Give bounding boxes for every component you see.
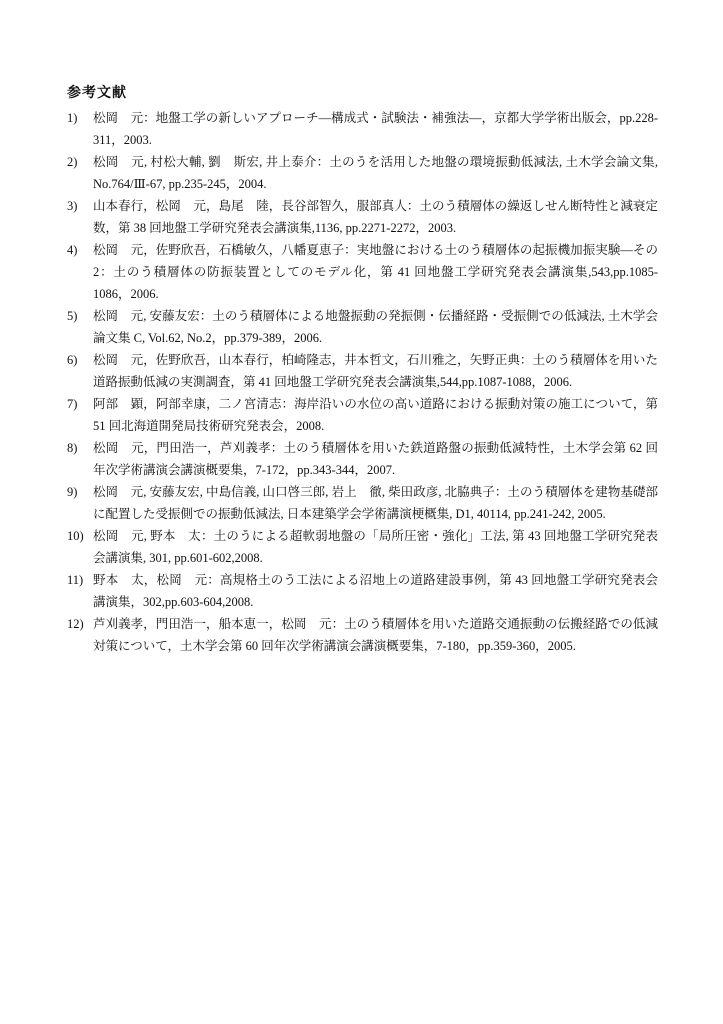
reference-number: 1): [67, 111, 78, 125]
reference-text: 野本 太，松岡 元：高規格土のう工法による沼地上の道路建設事例，第 43 回地盤工学研究発表会講演集，302,pp.603-604,2008.: [93, 573, 658, 609]
reference-item: [67, 239, 658, 305]
reference-item: [67, 437, 658, 481]
reference-item: [67, 151, 658, 195]
reference-item: [67, 569, 658, 613]
reference-number: 2): [67, 155, 78, 169]
reference-number: 9): [67, 485, 78, 499]
reference-number: 10): [67, 529, 84, 543]
reference-number: 5): [67, 309, 78, 323]
references-heading: 参考文献: [67, 84, 127, 100]
reference-text: 松岡 元，門田浩一，芦刈義孝：土のう積層体を用いた鉄道路盤の振動低減特性，土木学会第 62 回年次学術講演会講演概要集，7-172，pp.343-344，2007.: [93, 441, 658, 477]
reference-item: [67, 195, 658, 239]
reference-number: 12): [67, 617, 84, 631]
reference-number: 6): [67, 353, 78, 367]
reference-text: 阿部 顕，阿部幸康，二ノ宮清志：海岸沿いの水位の高い道路における振動対策の施工について，第 51 回北海道開発局技術研究発表会，2008.: [93, 397, 658, 433]
reference-text: 松岡 元, 野本 太：土のうによる超軟弱地盤の「局所圧密・強化」工法, 第 43 回地盤工学研究発表会講演集, 301, pp.601-602,2008.: [93, 529, 658, 565]
reference-text: 松岡 元, 村松大輔, 劉 斯宏, 井上泰介：土のうを活用した地盤の環境振動低減法, 土木学会論文集, No.764/Ⅲ-67, pp.235-245，2004.: [93, 155, 658, 191]
reference-item: [67, 349, 658, 393]
reference-number: 8): [67, 441, 78, 455]
reference-item: [67, 525, 658, 569]
reference-item: [67, 107, 658, 151]
reference-item: [67, 393, 658, 437]
reference-number: 11): [67, 573, 84, 587]
reference-number: 7): [67, 397, 78, 411]
reference-number: 4): [67, 243, 78, 257]
reference-item: [67, 613, 658, 657]
reference-text: 芦刈義孝，門田浩一，船本恵一，松岡 元：土のう積層体を用いた道路交通振動の伝搬経路での低減対策について，土木学会第 60 回年次学術講演会講演概要集，7-180，pp.359-360，2005.: [93, 617, 658, 653]
reference-text: 松岡 元：地盤工学の新しいアプローチ—構成式・試験法・補強法—，京都大学学術出版会，pp.228-311，2003.: [93, 111, 658, 147]
reference-text: 山本春行，松岡 元，島尾 陸，長谷部智久，服部真人：土のう積層体の繰返しせん断特性と減衰定数，第 38 回地盤工学研究発表会講演集,1136, pp.2271-2272，2003.: [93, 199, 658, 235]
reference-text: 松岡 元, 安藤友宏：土のう積層体による地盤振動の発振側・伝播経路・受振側での低減法, 土木学会論文集 C, Vol.62, No.2，pp.379-389，2006.: [93, 309, 658, 345]
reference-number: 3): [67, 199, 78, 213]
reference-text: 松岡 元，佐野欣吾，石橋敏久，八幡夏恵子：実地盤における土のう積層体の起振機加振実験—その 2：土のう積層体の防振装置としてのモデル化，第 41 回地盤工学研究発表会講演集,543,pp.1085-1086，2006.: [93, 243, 658, 301]
reference-text: 松岡 元，佐野欣吾，山本春行，柏崎隆志，井本哲文，石川雅之，矢野正典：土のう積層体を用いた道路振動低減の実測調査，第 41 回地盤工学研究発表会講演集,544,pp.1087-1088，2006.: [93, 353, 658, 389]
reference-item: [67, 481, 658, 525]
reference-text: 松岡 元, 安藤友宏, 中島信義, 山口啓三郎, 岩上 徹, 柴田政彦, 北脇典子：土のう積層体を建物基礎部に配置した受振側での振動低減法, 日本建築学会学術講演梗概集, D1, 40114, pp.241-242, 2005.: [93, 485, 658, 521]
reference-item: [67, 305, 658, 349]
reference-list: [67, 107, 658, 657]
